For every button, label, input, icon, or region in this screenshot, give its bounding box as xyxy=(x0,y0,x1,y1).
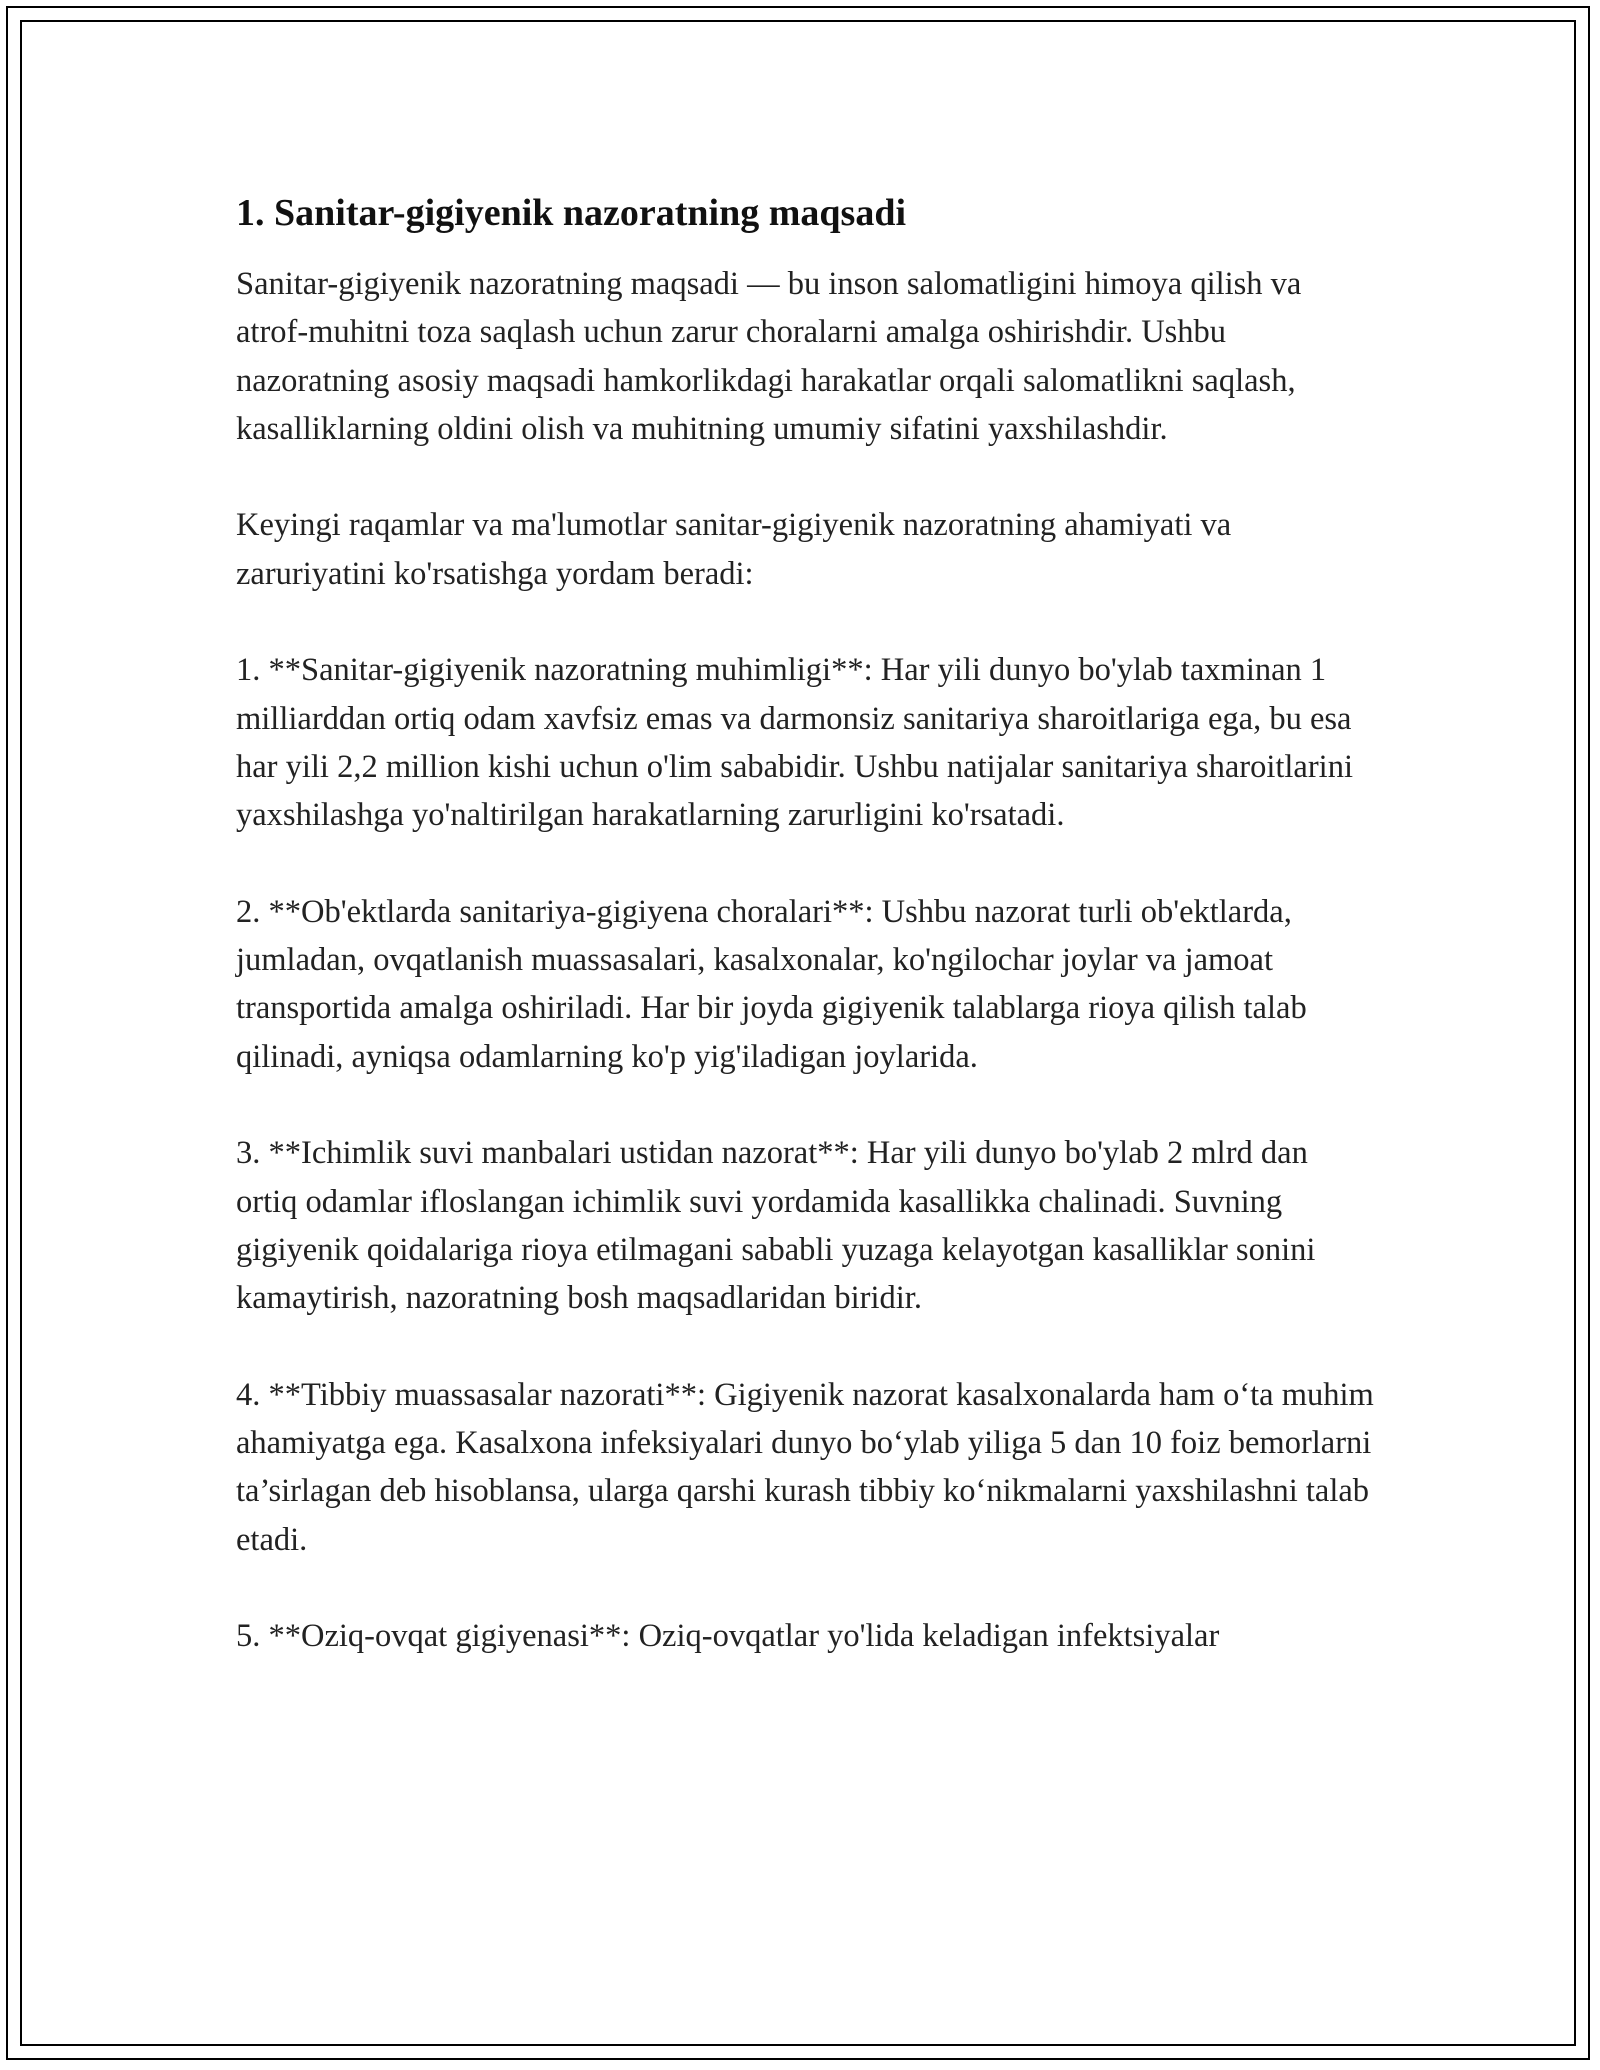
paragraph-intro: Sanitar-gigiyenik nazoratning maqsadi — bu inson salomatligini himoya qilish va atrof-muhitni toza saqlash uchun zarur choralarni amalga oshirishdir. Ushbu nazoratning asosiy maqsadi hamkorlikdagi harakatlar orqali salomatlikni saqlash, kasalliklarning oldini olish va muhitning umumiy sifatini yaxshilashdir. xyxy=(236,266,1302,447)
list-item-2: 2. **Ob'ektlarda sanitariya-gigiyena choralari**: Ushbu nazorat turli ob'ektlarda, jumladan, ovqatlanish muassasalari, kasalxonalar, ko'ngilochar joylar va jamoat transportida amalga oshiriladi. Har bir joyda gigiyenik talablarga rioya qilish talab qilinadi, ayniqsa odamlarning ko'p yig'iladigan joylarida. xyxy=(236,893,1307,1075)
paragraph-lead-in: Keyingi raqamlar va ma'lumotlar sanitar-gigiyenik nazoratning ahamiyati va zaruriyatini ko'rsatishga yordam beradi: xyxy=(236,507,1232,592)
section-heading: 1. Sanitar-gigiyenik nazoratning maqsadi xyxy=(236,192,907,234)
list-item-3: 3. **Ichimlik suvi manbalari ustidan nazorat**: Har yili dunyo bo'ylab 2 mlrd dan ortiq odamlar ifloslangan ichimlik suvi yordamida kasallikka chalinadi. Suvning gigiyenik qoidalariga rioya etilmagani sababli yuzaga kelayotgan kasalliklar sonini kamaytirish, nazoratning bosh maqsadlaridan biridir. xyxy=(236,1135,1316,1317)
list-item-5: 5. **Oziq-ovqat gigiyenasi**: Oziq-ovqatlar yo'lida keladigan infektsiyalar xyxy=(236,1618,1220,1655)
list-item-1: 1. **Sanitar-gigiyenik nazoratning muhimligi**: Har yili dunyo bo'ylab taxminan 1 milliarddan ortiq odam xavfsiz emas va darmonsiz sanitariya sharoitlariga ega, bu esa har yili 2,2 million kishi uchun o'lim sababidir. Ushbu natijalar sanitariya sharoitlarini yaxshilashga yo'naltirilgan harakatlarning zarurligini ko'rsatadi. xyxy=(236,652,1353,834)
document-body xyxy=(236,188,1376,1709)
list-item-4: 4. **Tibbiy muassasalar nazorati**: Gigiyenik nazorat kasalxonalarda ham o‘ta muhim ahamiyatga ega. Kasalxona infeksiyalari dunyo bo‘ylab yiliga 5 dan 10 foiz bemorlarni ta’sirlagan deb hisoblansa, ularga qarshi kurash tibbiy ko‘nikmalarni yaxshilashni talab etadi. xyxy=(236,1376,1374,1558)
